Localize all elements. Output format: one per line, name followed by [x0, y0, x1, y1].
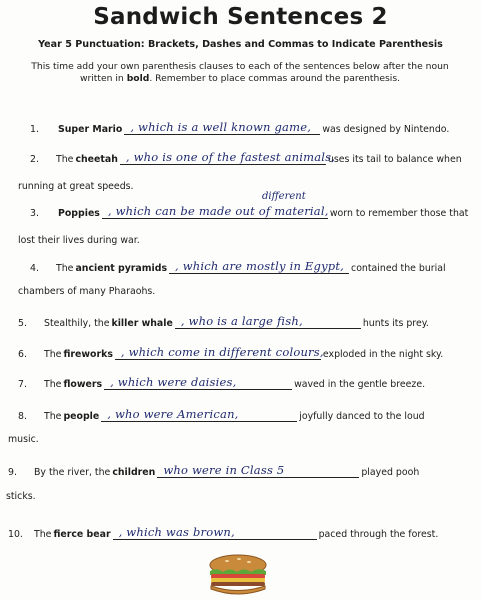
sentence-6	[18, 346, 443, 360]
sentence-2	[30, 151, 462, 165]
handwritten-answer: , who were American,	[107, 407, 239, 421]
instructions-text-1: This time add your own parenthesis clauses to each of the sentences below after the noun written in	[31, 61, 449, 84]
sentence-number: 6.	[18, 349, 27, 360]
sentence-7	[18, 376, 425, 390]
sentence-suffix: hunts its prey.	[362, 318, 429, 329]
handwritten-answer: , who is one of the fastest animals,	[125, 150, 336, 164]
handwritten-answer: , which come in different colours,	[120, 345, 324, 359]
answer-blank[interactable]	[124, 121, 320, 135]
sentence-8	[18, 408, 425, 422]
sentence-8-continuation: music.	[8, 434, 39, 445]
handwritten-answer: who were in Class 5	[163, 463, 285, 477]
sentence-suffix: played pooh	[361, 467, 420, 478]
sentence-prefix: The	[44, 411, 62, 422]
sentence-4-continuation: chambers of many Pharaohs.	[18, 286, 156, 297]
sentence-2-continuation: running at great speeds.	[18, 181, 134, 192]
sentence-suffix: uses its tail to balance when	[327, 154, 462, 165]
sentence-number: 10.	[8, 529, 23, 540]
answer-blank[interactable]	[157, 464, 359, 478]
sentence-noun: people	[63, 411, 100, 422]
sentence-number: 4.	[30, 263, 39, 274]
sentence-noun: ancient pyramids	[75, 263, 168, 274]
answer-blank[interactable]	[175, 315, 361, 329]
sentence-prefix: The	[56, 263, 74, 274]
sentence-prefix: The	[44, 379, 62, 390]
sentence-suffix: paced through the forest.	[318, 529, 439, 540]
answer-blank[interactable]	[113, 526, 317, 540]
handwritten-answer: , which are mostly in Egypt,	[175, 259, 345, 273]
answer-blank[interactable]	[102, 205, 328, 219]
sentence-suffix: exploded in the night sky.	[322, 349, 444, 360]
sentence-prefix: Stealthily, the	[44, 318, 110, 329]
answer-blank[interactable]	[104, 376, 292, 390]
sentence-prefix: The	[34, 529, 52, 540]
sentence-noun: fierce bear	[53, 529, 111, 540]
handwritten-answer: , which were daisies,	[110, 375, 237, 389]
sentence-10	[8, 526, 438, 540]
sentence-noun: killer whale	[111, 318, 173, 329]
answer-blank[interactable]	[169, 260, 349, 274]
instructions-text-2: . Remember to place commas around the parenthesis.	[149, 73, 401, 84]
sentence-noun: cheetah	[75, 154, 118, 165]
handwritten-correction: different	[262, 191, 306, 202]
handwritten-answer: , who is a large fish,	[180, 314, 303, 328]
sentence-3-continuation: lost their lives during war.	[18, 235, 140, 246]
sentence-suffix: was designed by Nintendo.	[322, 124, 450, 135]
sentence-3	[30, 205, 468, 219]
page-title: Sandwich Sentences 2	[93, 4, 388, 30]
sentence-1	[30, 121, 449, 135]
sentence-suffix: joyfully danced to the loud	[299, 411, 425, 422]
sentence-noun: flowers	[63, 379, 103, 390]
sentence-suffix: worn to remember those that	[329, 208, 469, 219]
sentence-5	[18, 315, 429, 329]
instructions	[30, 61, 450, 85]
sentence-number: 8.	[18, 411, 27, 422]
answer-blank[interactable]	[115, 345, 324, 360]
sentence-number: 2.	[30, 154, 39, 165]
sentence-4	[30, 260, 446, 274]
answer-blank[interactable]	[101, 408, 297, 422]
sentence-number: 1.	[30, 124, 39, 135]
sentence-noun: Super Mario	[58, 124, 123, 135]
sentence-number: 5.	[18, 318, 27, 329]
sentence-noun: Poppies	[58, 208, 100, 219]
page-subtitle: Year 5 Punctuation: Brackets, Dashes and Commas to Indicate Parenthesis	[38, 39, 443, 50]
sentence-prefix: The	[44, 349, 62, 360]
sandwich-icon	[205, 553, 271, 597]
handwritten-answer: , which is a well known game,	[130, 120, 312, 134]
instructions-bold-word: bold	[126, 73, 150, 84]
sentence-number: 9.	[8, 467, 17, 478]
sentence-noun: fireworks	[63, 349, 113, 360]
sentence-noun: children	[112, 467, 156, 478]
sentence-number: 3.	[30, 208, 39, 219]
sentence-suffix: waved in the gentle breeze.	[294, 379, 426, 390]
sentence-9	[8, 464, 419, 478]
sentence-prefix: The	[56, 154, 74, 165]
sentence-prefix: By the river, the	[34, 467, 111, 478]
answer-blank[interactable]	[120, 150, 336, 165]
sentence-9-continuation: sticks.	[6, 491, 36, 502]
handwritten-answer: , which was brown,	[118, 525, 235, 539]
sentence-number: 7.	[18, 379, 27, 390]
sentence-suffix: contained the burial	[351, 263, 446, 274]
handwritten-answer: , which can be made out of material,	[107, 204, 329, 218]
